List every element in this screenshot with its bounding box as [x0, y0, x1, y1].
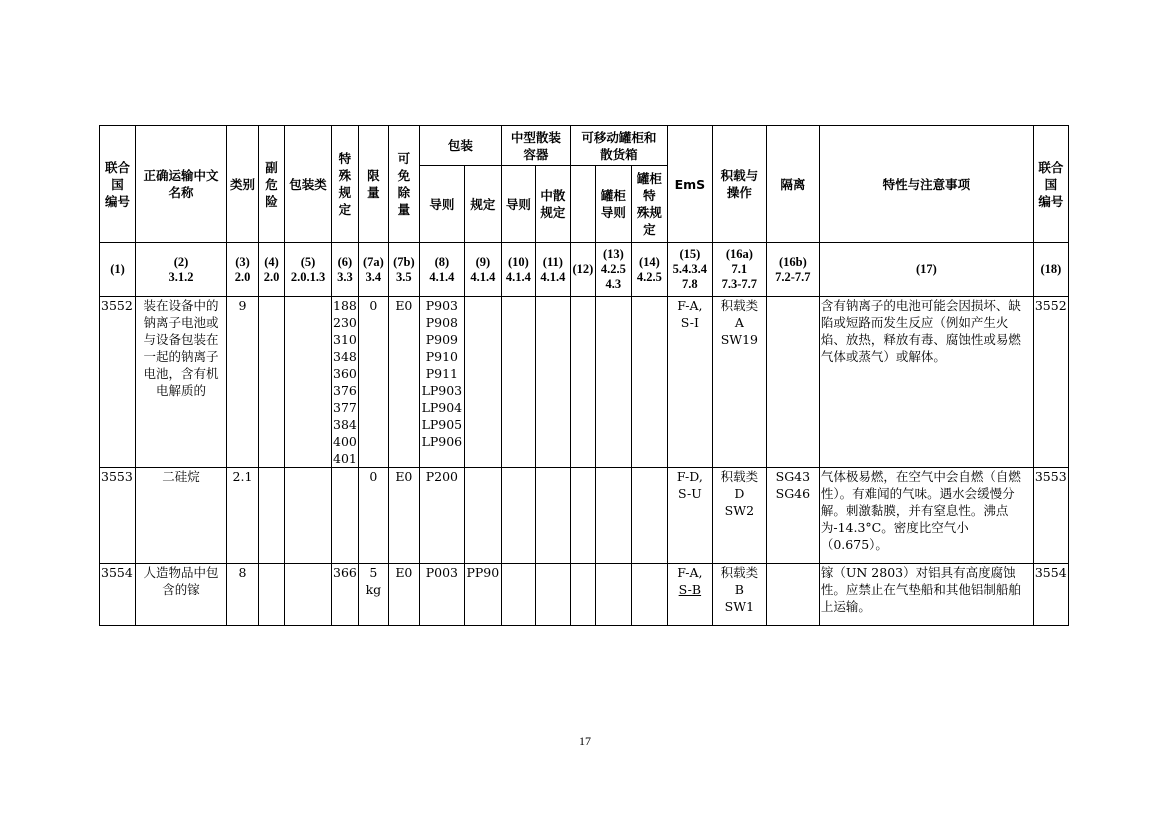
ems-code: S-U [677, 486, 702, 501]
text-line: 二硅烷 [162, 469, 200, 484]
packing-instructions-cell [419, 297, 464, 468]
text-line: 366 [333, 565, 357, 580]
text-line: 中型散装 [510, 129, 561, 145]
text-line: 积载类 [720, 469, 759, 484]
text-line: 定 [643, 222, 656, 237]
text-line: 编号 [1038, 193, 1064, 209]
ems-code: F-D, [676, 469, 703, 484]
un-no-cell: 3552 [100, 297, 136, 468]
limited-quantity-cell: 0 [358, 468, 388, 564]
column-ref-2 [136, 243, 227, 297]
text-line: B [734, 582, 744, 597]
text-line: 联合 [1038, 159, 1064, 175]
ems-code: F-A, [677, 565, 703, 580]
properties-cell: 含有钠离子的电池可能会因损坏、缺陷或短路而发生反应（例如产生火焰、放热，释放有毒、腐蚀性或易燃气体或蒸气）或解体。 [819, 297, 1033, 468]
tank-special-provisions-cell [631, 564, 667, 626]
text-line: 230 [333, 315, 357, 330]
text-line: 危 [265, 176, 278, 192]
column-ref-6 [332, 243, 359, 297]
text-line: 装在设备中的 [143, 298, 219, 313]
header-special-provisions [332, 126, 359, 243]
ibc-instructions-cell [501, 564, 535, 626]
text-line: D [734, 486, 745, 501]
column-ref-13 [570, 243, 595, 297]
text-line: 2.0.1.3 [290, 269, 326, 284]
text-line: P909 [425, 332, 458, 347]
text-line: 4.1.4 [429, 269, 455, 284]
header-excepted-quantity [388, 126, 419, 243]
ibc-provisions-cell [535, 297, 570, 468]
text-line: (5) [300, 254, 316, 269]
tank-instructions-cell [595, 564, 631, 626]
text-line: 400 [333, 434, 357, 449]
column-ref-5 [285, 243, 332, 297]
proper-shipping-name-cell [136, 564, 227, 626]
column-ref-7 [358, 243, 388, 297]
text-line: 积载类 [720, 565, 759, 580]
text-line: 积载与 [720, 168, 759, 183]
text-line: (6) [337, 254, 353, 269]
text-line: 罐柜 [636, 171, 662, 186]
text-line: 4.1.4 [540, 269, 566, 284]
col12-cell [570, 564, 595, 626]
column-ref-11 [501, 243, 535, 297]
proper-shipping-name-cell [136, 468, 227, 564]
special-provisions-cell [332, 468, 359, 564]
header-tank-special-provisions [631, 166, 667, 243]
text-line: (10) [507, 254, 529, 269]
text-line: 3.4 [365, 269, 382, 284]
header-proper-shipping-name [136, 126, 227, 243]
text-line: 3.3 [337, 269, 353, 284]
ems-cell [667, 297, 712, 468]
header-packing-group: 包装类 [285, 126, 332, 243]
text-line: 编号 [104, 193, 130, 209]
class-cell: 8 [227, 564, 259, 626]
column-ref-17 [712, 243, 766, 297]
text-line: (8) [434, 254, 450, 269]
ems-cell [667, 564, 712, 626]
class-cell: 9 [227, 297, 259, 468]
proper-shipping-name-cell [136, 297, 227, 468]
text-line: P910 [425, 349, 458, 364]
text-line: 操作 [726, 185, 752, 200]
column-ref-14 [595, 243, 631, 297]
stowage-handling-cell [712, 468, 766, 564]
column-ref-19 [819, 243, 1033, 297]
text-line: 与设备包装在 [143, 332, 219, 347]
text-line: P908 [425, 315, 458, 330]
text-line: 含的镓 [162, 582, 200, 597]
ibc-provisions-cell [535, 564, 570, 626]
header-ibc-provisions [535, 166, 570, 243]
tank-instructions-cell [595, 297, 631, 468]
text-line: (18) [1040, 262, 1062, 276]
text-line: 容器 [523, 146, 549, 162]
stowage-handling-cell [712, 297, 766, 468]
packing-group-cell [285, 297, 332, 468]
text-line: 5.4.3.4 [672, 262, 708, 276]
text-line: 2.0 [234, 269, 251, 284]
un-no-right-cell: 3552 [1033, 297, 1068, 468]
page-number: 17 [579, 734, 591, 748]
properties-cell: 气体极易燃，在空气中会自燃（自燃性）。有难闻的气味。遇水会缓慢分解。刺激黏膜，并有窒息性。沸点为-14.3°C。密度比空气小（0.675）。 [819, 468, 1033, 564]
text-line: 规 [338, 185, 352, 200]
text-line: 7.3-7.7 [721, 277, 758, 291]
header-stowage-handling [712, 126, 766, 243]
text-line: 规定 [540, 205, 566, 220]
text-line: 特 [643, 188, 656, 203]
stowage-handling-cell [712, 564, 766, 626]
text-line: 中散 [540, 188, 566, 203]
text-line: 188 [333, 298, 357, 313]
text-line: 7.2-7.7 [775, 269, 811, 284]
text-line: LP905 [421, 417, 463, 432]
text-line: 4.2.5 [636, 269, 662, 284]
text-line: P911 [425, 366, 458, 381]
tank-special-provisions-cell [631, 468, 667, 564]
text-line: 一起的钠离子 [143, 349, 219, 364]
text-line: 免 [397, 168, 411, 183]
segregation-cell [766, 297, 819, 468]
special-provisions-cell [332, 297, 359, 468]
subsidiary-risk-cell [259, 564, 285, 626]
text-line: 384 [333, 417, 357, 432]
text-line: 7.1 [731, 262, 748, 276]
col12-cell [570, 297, 595, 468]
column-ref-9 [419, 243, 464, 297]
packing-provisions-cell [464, 297, 501, 468]
text-line: 360 [333, 366, 357, 381]
un-no-right-cell: 3553 [1033, 468, 1068, 564]
text-line: 名称 [168, 185, 194, 200]
segregation-cell [766, 468, 819, 564]
text-line: A [734, 315, 744, 330]
excepted-quantity-cell: E0 [388, 468, 419, 564]
text-line: 4.1.4 [505, 269, 531, 284]
column-ref-8 [388, 243, 419, 297]
header-subsidiary-risk [259, 126, 285, 243]
class-cell: 2.1 [227, 468, 259, 564]
text-line: (7a) [362, 254, 384, 269]
text-line: 国 [111, 176, 124, 192]
header-tank-instructions [595, 166, 631, 243]
packing-group-cell [285, 468, 332, 564]
text-line: LP904 [421, 400, 463, 415]
un-no-cell: 3553 [100, 468, 136, 564]
text-line: 3.5 [396, 269, 412, 284]
packing-instructions-cell [419, 564, 464, 626]
subsidiary-risk-cell [259, 297, 285, 468]
header-packing-provisions: 规定 [464, 166, 501, 243]
text-line: 副 [265, 159, 278, 175]
column-ref-10 [464, 243, 501, 297]
properties-cell: 镓（UN 2803）对铝具有高度腐蚀性。应禁止在气垫船和其他铝制船舶上运输。 [819, 564, 1033, 626]
col12-cell [570, 468, 595, 564]
text-line: 人造物品中包 [143, 565, 219, 580]
text-line: SG46 [775, 486, 811, 501]
column-ref-4 [259, 243, 285, 297]
text-line: 险 [265, 193, 278, 209]
ems-code: S-B [678, 582, 702, 597]
header-packing-instructions: 导则 [419, 166, 464, 243]
text-line: 特 [338, 151, 352, 166]
text-line: 联合 [104, 159, 130, 175]
text-line: 定 [338, 202, 352, 217]
text-line: 310 [333, 332, 357, 347]
header-segregation: 隔离 [766, 126, 819, 243]
un-no-cell: 3554 [100, 564, 136, 626]
text-line: (11) [542, 254, 563, 269]
header-ibc-instructions: 导则 [501, 166, 535, 243]
subsidiary-risk-cell [259, 468, 285, 564]
text-line: P003 [425, 565, 458, 580]
column-ref-1 [100, 243, 136, 297]
reference-row [100, 243, 1069, 297]
text-line: 罐柜 [600, 188, 626, 203]
packing-provisions-cell [464, 468, 501, 564]
header-class: 类别 [227, 126, 259, 243]
column-ref-12 [535, 243, 570, 297]
packing-provisions-cell: PP90 [464, 564, 501, 626]
header-col12-blank [570, 166, 595, 243]
limited-quantity-cell: 0 [358, 297, 388, 468]
text-line: 4.2.5 [600, 262, 626, 276]
header-ibc [501, 126, 570, 166]
text-line: 积载类 [720, 298, 759, 313]
column-ref-15 [631, 243, 667, 297]
ibc-instructions-cell [501, 468, 535, 564]
header-un-no [100, 126, 136, 243]
tank-special-provisions-cell [631, 297, 667, 468]
excepted-quantity-cell: E0 [388, 297, 419, 468]
table-row [100, 297, 1069, 468]
text-line: SG43 [775, 469, 811, 484]
header-packaging: 包装 [419, 126, 501, 166]
text-line: SW19 [720, 332, 759, 347]
ems-code: F-A, [677, 298, 703, 313]
header-un-no-right [1033, 126, 1068, 243]
text-line: 量 [367, 185, 380, 200]
text-line: 2.0 [263, 269, 280, 284]
header-ems: EmS [667, 126, 712, 243]
ems-code: S-I [680, 315, 699, 330]
text-line: 401 [333, 451, 357, 466]
text-line: (13) [602, 247, 624, 261]
text-line: SW1 [724, 599, 755, 614]
text-line: (2) [173, 254, 189, 269]
limited-quantity-cell: 5 kg [358, 564, 388, 626]
text-line: (16b) [778, 254, 807, 269]
packing-group-cell [285, 564, 332, 626]
column-ref-3 [227, 243, 259, 297]
text-line: (9) [475, 254, 491, 269]
tank-instructions-cell [595, 468, 631, 564]
header-properties: 特性与注意事项 [819, 126, 1033, 243]
text-line: P200 [425, 469, 458, 484]
text-line: 散货箱 [600, 146, 638, 162]
text-line: LP906 [421, 434, 463, 449]
text-line: 电解质的 [155, 383, 206, 398]
column-ref-18 [766, 243, 819, 297]
ibc-instructions-cell [501, 297, 535, 468]
text-line: (14) [638, 254, 660, 269]
text-line: (15) [679, 247, 701, 261]
text-line: 钠离子电池或 [143, 315, 219, 330]
text-line: (3) [235, 254, 250, 269]
text-line: 限 [367, 168, 380, 183]
dangerous-goods-table [99, 125, 1069, 626]
packing-instructions-cell [419, 468, 464, 564]
text-line: P903 [425, 298, 458, 313]
ems-cell [667, 468, 712, 564]
header-portable-tanks [570, 126, 667, 166]
text-line: 377 [333, 400, 357, 415]
text-line: (4) [264, 254, 279, 269]
text-line: 殊 [338, 168, 352, 183]
text-line: SW2 [724, 503, 755, 518]
table-row [100, 564, 1069, 626]
text-line: 导则 [600, 205, 626, 220]
text-line: 正确运输中文 [143, 168, 219, 183]
text-line: 4.1.4 [470, 269, 496, 284]
text-line: 可移动罐柜和 [581, 129, 657, 145]
text-line: 348 [333, 349, 357, 364]
text-line: (17) [915, 262, 937, 276]
text-line: (12) [572, 262, 594, 276]
column-ref-16 [667, 243, 712, 297]
text-line: 量 [397, 202, 411, 217]
text-line: 7.8 [682, 277, 698, 291]
text-line: 3.1.2 [168, 269, 194, 284]
text-line: 国 [1044, 176, 1058, 192]
text-line: (7b) [393, 254, 415, 269]
text-line: 4.3 [605, 277, 622, 291]
excepted-quantity-cell: E0 [388, 564, 419, 626]
un-no-right-cell: 3554 [1033, 564, 1068, 626]
special-provisions-cell [332, 564, 359, 626]
ibc-provisions-cell [535, 468, 570, 564]
segregation-cell [766, 564, 819, 626]
header-limited-quantity [358, 126, 388, 243]
text-line: (1) [110, 262, 125, 276]
text-line: 可 [397, 151, 411, 166]
text-line: 除 [397, 185, 411, 200]
table-row [100, 468, 1069, 564]
column-ref-20 [1033, 243, 1068, 297]
text-line: LP903 [421, 383, 463, 398]
text-line: 殊规 [636, 205, 662, 220]
text-line: 电池，含有机 [143, 366, 219, 381]
text-line: (16a) [725, 247, 753, 261]
text-line: 376 [333, 383, 357, 398]
